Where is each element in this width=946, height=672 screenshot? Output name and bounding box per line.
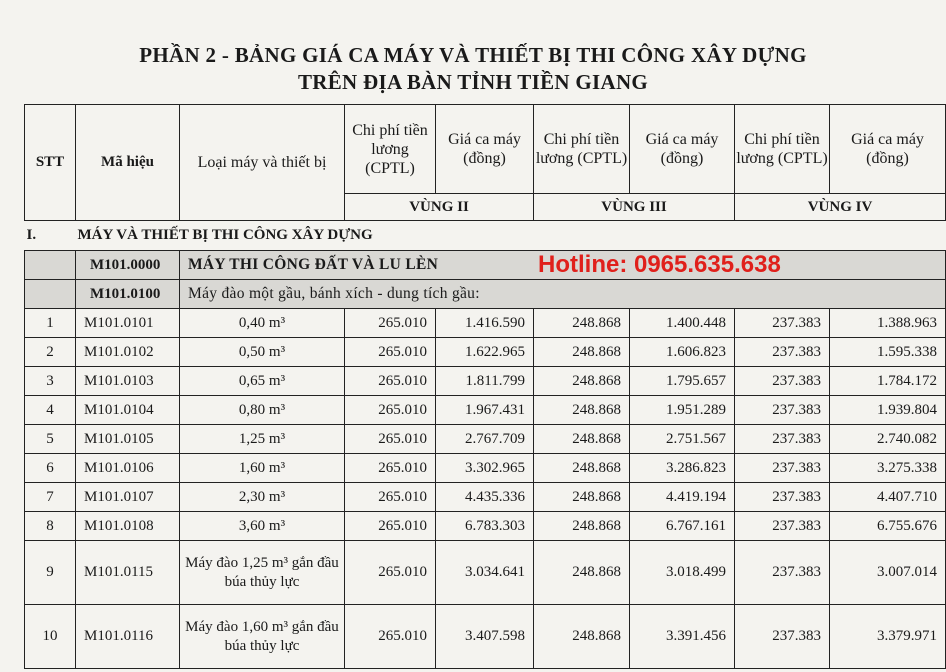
row-price-zone2: 3.407.598 xyxy=(436,605,534,669)
header-type: Loại máy và thiết bị xyxy=(180,105,345,221)
row-price-zone3: 3.286.823 xyxy=(630,454,735,483)
row-stt: 10 xyxy=(25,605,76,669)
row-spec: 3,60 m³ xyxy=(180,512,345,541)
header-shift-price-zone2: Giá ca máy (đồng) xyxy=(436,105,534,194)
row-price-zone3: 1.795.657 xyxy=(630,367,735,396)
table-row xyxy=(25,483,946,512)
section-label: MÁY VÀ THIẾT BỊ THI CÔNG XÂY DỰNG xyxy=(76,221,946,251)
row-price-zone2: 1.416.590 xyxy=(436,309,534,338)
row-stt: 1 xyxy=(25,309,76,338)
row-spec: Máy đào 1,60 m³ gắn đầu búa thủy lực xyxy=(180,605,345,669)
row-code: M101.0101 xyxy=(76,309,180,338)
row-price-zone3: 4.419.194 xyxy=(630,483,735,512)
table-row xyxy=(25,454,946,483)
row-price-zone4: 4.407.710 xyxy=(830,483,946,512)
row-labor-zone2: 265.010 xyxy=(345,541,436,605)
row-price-zone2: 4.435.336 xyxy=(436,483,534,512)
row-labor-zone3: 248.868 xyxy=(534,541,630,605)
row-price-zone4: 1.595.338 xyxy=(830,338,946,367)
page-title: PHẦN 2 - BẢNG GIÁ CA MÁY VÀ THIẾT BỊ THI CÔNG XÂY DỰNG xyxy=(139,43,807,67)
row-spec: 0,80 m³ xyxy=(180,396,345,425)
row-stt: 9 xyxy=(25,541,76,605)
row-code: M101.0106 xyxy=(76,454,180,483)
row-labor-zone3: 248.868 xyxy=(534,367,630,396)
header-shift-price-zone4: Giá ca máy (đồng) xyxy=(830,105,946,194)
row-labor-zone3: 248.868 xyxy=(534,512,630,541)
row-labor-zone3: 248.868 xyxy=(534,309,630,338)
header-code: Mã hiệu xyxy=(76,105,180,221)
row-price-zone2: 1.622.965 xyxy=(436,338,534,367)
row-labor-zone4: 237.383 xyxy=(735,605,830,669)
row-spec: 0,40 m³ xyxy=(180,309,345,338)
row-labor-zone2: 265.010 xyxy=(345,605,436,669)
table-row xyxy=(25,338,946,367)
row-stt: 2 xyxy=(25,338,76,367)
row-price-zone3: 6.767.161 xyxy=(630,512,735,541)
row-price-zone2: 1.811.799 xyxy=(436,367,534,396)
row-labor-zone3: 248.868 xyxy=(534,396,630,425)
header-labor-cost-zone3: Chi phí tiền lương (CPTL) xyxy=(534,105,630,194)
row-code: M101.0105 xyxy=(76,425,180,454)
row-spec: 0,65 m³ xyxy=(180,367,345,396)
row-code: M101.0116 xyxy=(76,605,180,669)
page-subtitle: TRÊN ĐỊA BÀN TỈNH TIỀN GIANG xyxy=(297,70,649,94)
row-price-zone4: 3.007.014 xyxy=(830,541,946,605)
header-zone2: VÙNG II xyxy=(345,194,534,221)
subgroup-code: M101.0100 xyxy=(76,280,180,309)
group-name: MÁY THI CÔNG ĐẤT VÀ LU LÈN xyxy=(180,251,946,280)
row-code: M101.0104 xyxy=(76,396,180,425)
table-body xyxy=(25,309,946,669)
row-code: M101.0115 xyxy=(76,541,180,605)
row-labor-zone4: 237.383 xyxy=(735,512,830,541)
row-stt: 3 xyxy=(25,367,76,396)
row-price-zone4: 1.388.963 xyxy=(830,309,946,338)
row-labor-zone4: 237.383 xyxy=(735,309,830,338)
row-stt: 6 xyxy=(25,454,76,483)
row-price-zone4: 3.275.338 xyxy=(830,454,946,483)
row-price-zone3: 3.391.456 xyxy=(630,605,735,669)
row-stt: 7 xyxy=(25,483,76,512)
row-price-zone2: 6.783.303 xyxy=(436,512,534,541)
row-labor-zone3: 248.868 xyxy=(534,454,630,483)
header-shift-price-zone3: Giá ca máy (đồng) xyxy=(630,105,735,194)
subgroup-name: Máy đào một gầu, bánh xích - dung tích gầu: xyxy=(180,280,946,309)
row-labor-zone4: 237.383 xyxy=(735,483,830,512)
row-labor-zone2: 265.010 xyxy=(345,425,436,454)
row-spec: Máy đào 1,25 m³ gắn đầu búa thủy lực xyxy=(180,541,345,605)
header-stt: STT xyxy=(25,105,76,221)
row-stt: 4 xyxy=(25,396,76,425)
row-stt: 5 xyxy=(25,425,76,454)
row-labor-zone4: 237.383 xyxy=(735,454,830,483)
table-row xyxy=(25,367,946,396)
row-price-zone3: 2.751.567 xyxy=(630,425,735,454)
row-price-zone4: 1.784.172 xyxy=(830,367,946,396)
row-labor-zone4: 237.383 xyxy=(735,396,830,425)
row-labor-zone3: 248.868 xyxy=(534,605,630,669)
header-zone3: VÙNG III xyxy=(534,194,735,221)
row-price-zone2: 2.767.709 xyxy=(436,425,534,454)
row-price-zone4: 6.755.676 xyxy=(830,512,946,541)
row-price-zone2: 3.302.965 xyxy=(436,454,534,483)
row-spec: 1,25 m³ xyxy=(180,425,345,454)
row-labor-zone2: 265.010 xyxy=(345,454,436,483)
price-table xyxy=(24,104,946,669)
row-price-zone4: 3.379.971 xyxy=(830,605,946,669)
row-labor-zone2: 265.010 xyxy=(345,338,436,367)
row-code: M101.0107 xyxy=(76,483,180,512)
row-labor-zone2: 265.010 xyxy=(345,309,436,338)
row-price-zone3: 1.400.448 xyxy=(630,309,735,338)
row-stt: 8 xyxy=(25,512,76,541)
row-code: M101.0108 xyxy=(76,512,180,541)
table-row xyxy=(25,425,946,454)
row-labor-zone2: 265.010 xyxy=(345,367,436,396)
row-labor-zone3: 248.868 xyxy=(534,338,630,367)
row-price-zone2: 1.967.431 xyxy=(436,396,534,425)
group-code: M101.0000 xyxy=(76,251,180,280)
row-price-zone3: 1.606.823 xyxy=(630,338,735,367)
section-roman: I. xyxy=(25,221,76,251)
row-labor-zone3: 248.868 xyxy=(534,483,630,512)
row-labor-zone4: 237.383 xyxy=(735,367,830,396)
row-labor-zone3: 248.868 xyxy=(534,425,630,454)
row-spec: 0,50 m³ xyxy=(180,338,345,367)
row-price-zone4: 1.939.804 xyxy=(830,396,946,425)
row-price-zone4: 2.740.082 xyxy=(830,425,946,454)
table-row xyxy=(25,396,946,425)
row-labor-zone2: 265.010 xyxy=(345,483,436,512)
table-row xyxy=(25,512,946,541)
table-row xyxy=(25,309,946,338)
row-labor-zone4: 237.383 xyxy=(735,338,830,367)
row-spec: 2,30 m³ xyxy=(180,483,345,512)
hotline-banner: Hotline: 0965.635.638 xyxy=(538,251,781,278)
row-price-zone2: 3.034.641 xyxy=(436,541,534,605)
header-labor-cost-zone2: Chi phí tiền lương (CPTL) xyxy=(345,105,436,194)
row-code: M101.0103 xyxy=(76,367,180,396)
header-labor-cost-zone4: Chi phí tiền lương (CPTL) xyxy=(735,105,830,194)
table-row xyxy=(25,541,946,605)
row-labor-zone4: 237.383 xyxy=(735,425,830,454)
row-labor-zone4: 237.383 xyxy=(735,541,830,605)
table-row xyxy=(25,605,946,669)
row-price-zone3: 1.951.289 xyxy=(630,396,735,425)
row-spec: 1,60 m³ xyxy=(180,454,345,483)
header-zone4: VÙNG IV xyxy=(735,194,946,221)
row-labor-zone2: 265.010 xyxy=(345,396,436,425)
row-code: M101.0102 xyxy=(76,338,180,367)
row-price-zone3: 3.018.499 xyxy=(630,541,735,605)
row-labor-zone2: 265.010 xyxy=(345,512,436,541)
